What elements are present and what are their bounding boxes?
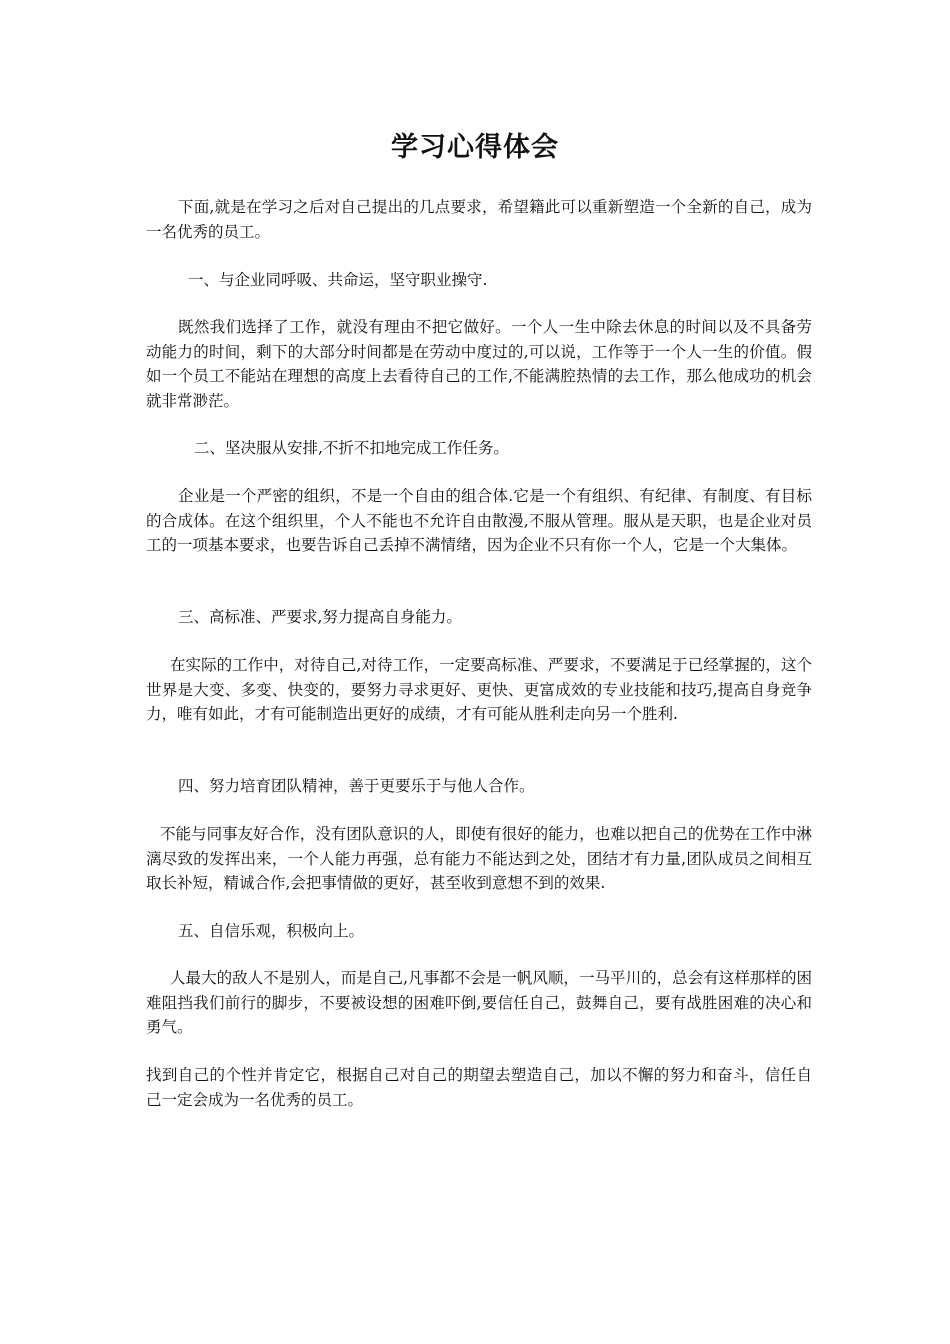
section-body-3: 在实际的工作中，对待自己,对待工作，一定要高标准、严要求，不要满足于已经掌握的，这个世界是大变、多变、快变的，要努力寻求更好、更快、更富成效的专业技能和技巧,提高自身竞争力，唯有如此，才有可能制造出更好的成绩，才有可能从胜利走向另一个胜利. [146,656,812,723]
closing-paragraph: 找到自己的个性并肯定它，根据自己对自己的期望去塑造自己，加以不懈的努力和奋斗，信任自己一定会成为一名优秀的员工。 [146,1066,812,1109]
section-heading-2: 二、坚决服从安排,不折不扣地完成工作任务。 [194,439,509,457]
section-body-2: 企业是一个严密的组织，不是一个自由的组合体.它是一个有组织、有纪律、有制度、有目标的合成体。在这个组织里，个人不能也不允许自由散漫,不服从管理。服从是天职，也是企业对员工的一项基本要求，也要告诉自己丢掉不满情绪，因为企业不只有你一个人，它是一个大集体。 [146,487,812,554]
document-title: 学习心得体会 [391,132,559,163]
intro-paragraph: 下面,就是在学习之后对自己提出的几点要求，希望籍此可以重新塑造一个全新的自己，成为一名优秀的员工。 [146,198,812,241]
section-body-5: 人最大的敌人不是别人，而是自己,凡事都不会是一帆风顺，一马平川的，总会有这样那样的困难阻挡我们前行的脚步，不要被设想的困难吓倒,要信任自己，鼓舞自己，要有战胜困难的决心和勇气。 [146,969,812,1036]
section-heading-1: 一、与企业同呼吸、共命运，坚守职业操守. [188,271,488,289]
section-heading-5: 五、自信乐观，积极向上。 [178,922,365,940]
section-heading-3: 三、高标准、严要求,努力提高自身能力。 [178,608,462,626]
section-body-4: 不能与同事友好合作，没有团队意识的人，即使有很好的能力，也难以把自己的优势在工作中淋漓尽致的发挥出来，一个人能力再强，总有能力不能达到之处，团结才有力量,团队成员之间相互取长补短，精诚合作,会把事情做的更好，甚至收到意想不到的效果. [146,825,812,892]
section-heading-4: 四、努力培育团队精神，善于更要乐于与他人合作。 [178,777,535,795]
section-body-1: 既然我们选择了工作，就没有理由不把它做好。一个人一生中除去休息的时间以及不具备劳动能力的时间，剩下的大部分时间都是在劳动中度过的,可以说，工作等于一个人一生的价值。假如一个员工不能站在理想的高度上去看待自己的工作,不能满腔热情的去工作，那么他成功的机会就非常渺茫。 [146,318,812,410]
